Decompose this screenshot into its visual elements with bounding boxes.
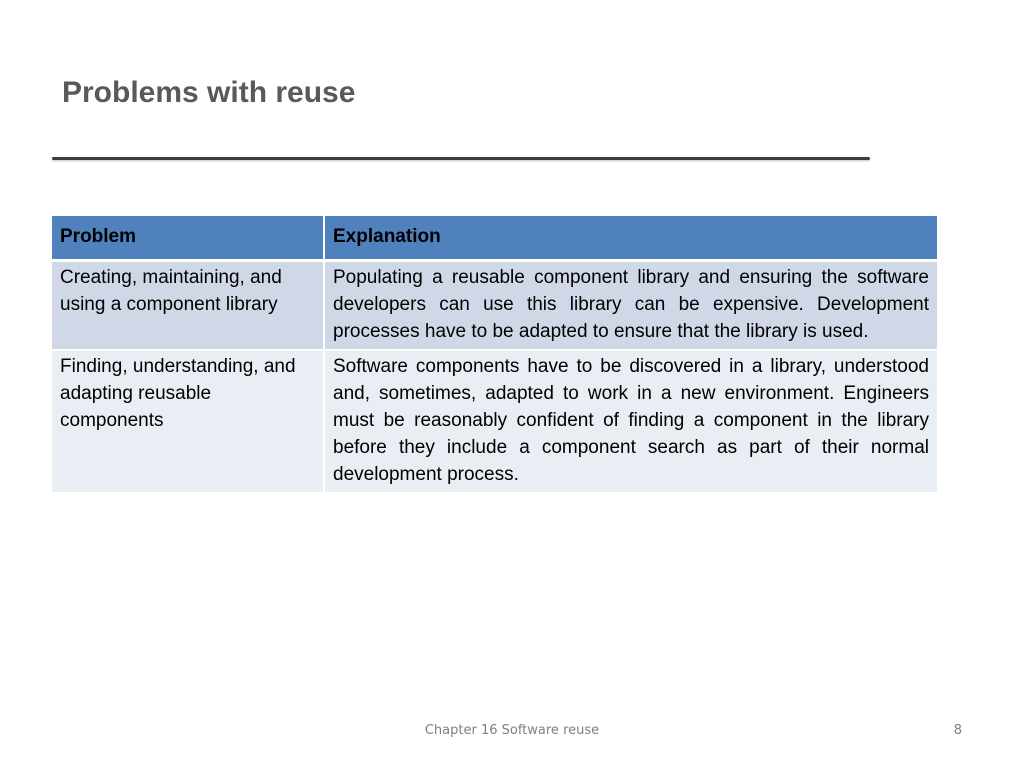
title-divider [52,157,870,160]
table-row [52,350,937,493]
problem-cell: Finding, understanding, and adapting reusable components [52,350,324,493]
explanation-cell: Populating a reusable component library and ensuring the software developers can use this library can be expensive. Development processes have to be adapted to ensure that the library is used. [324,261,937,351]
column-header-explanation: Explanation [324,216,937,261]
problem-cell: Creating, maintaining, and using a component library [52,261,324,351]
explanation-cell: Software components have to be discovered in a library, understood and, sometimes, adapted to work in a new environment. Engineers must be reasonably confident of finding a component in the library before they include a component search as part of their normal development process. [324,350,937,493]
problems-table [52,216,937,494]
slide-title: Problems with reuse [62,76,356,109]
slide-number: 8 [953,723,962,738]
table-header-row [52,216,937,261]
table-row [52,261,937,351]
slide-footer: Chapter 16 Software reuse [424,723,600,738]
column-header-problem: Problem [52,216,324,261]
